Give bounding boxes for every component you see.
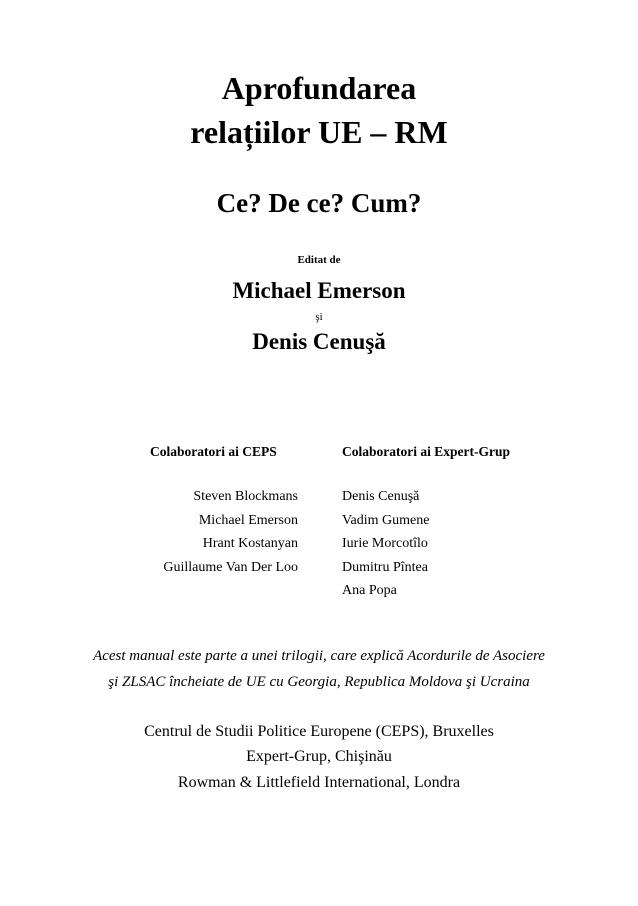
list-item: Ana Popa bbox=[342, 583, 397, 598]
ceps-contributors-heading: Colaboratori ai CEPS bbox=[150, 444, 277, 459]
publisher-expert-grup: Expert-Grup, Chişinău bbox=[246, 748, 392, 765]
editor-name-2: Denis Cenuşă bbox=[252, 329, 386, 354]
editor-name-1: Michael Emerson bbox=[232, 278, 406, 303]
list-item: Hrant Kostanyan bbox=[202, 536, 298, 551]
expert-grup-contributors-heading: Colaboratori ai Expert-Grup bbox=[342, 444, 510, 459]
edited-by-label: Editat de bbox=[297, 254, 341, 266]
list-item: Iurie Morcotîlo bbox=[342, 536, 428, 551]
list-item: Denis Cenuşă bbox=[342, 489, 420, 504]
book-subtitle: Ce? De ce? Cum? bbox=[216, 188, 422, 218]
trilogy-note-line-1: Acest manual este parte a unei trilogii, care explică Acordurile de Asociere bbox=[93, 648, 545, 664]
book-title-line-1: Aprofundarea bbox=[221, 70, 417, 106]
list-item: Steven Blockmans bbox=[193, 489, 298, 504]
ceps-contributors-list bbox=[163, 485, 298, 579]
list-item: Guillaume Van Der Loo bbox=[163, 559, 298, 575]
trilogy-note-line-2: şi ZLSAC încheiate de UE cu Georgia, Republica Moldova şi Ucraina bbox=[108, 674, 530, 690]
list-item: Michael Emerson bbox=[198, 512, 298, 528]
expert-grup-contributors-list bbox=[342, 485, 429, 603]
publisher-rowman-littlefield: Rowman & Littlefield International, Londra bbox=[177, 774, 461, 791]
list-item: Vadim Gumene bbox=[342, 512, 430, 528]
book-title-line-2: relațiilor UE – RM bbox=[190, 114, 448, 150]
editor-conjunction: şi bbox=[315, 311, 323, 323]
list-item: Dumitru Pîntea bbox=[342, 559, 428, 575]
publisher-ceps: Centrul de Studii Politice Europene (CEPS), Bruxelles bbox=[144, 723, 494, 740]
